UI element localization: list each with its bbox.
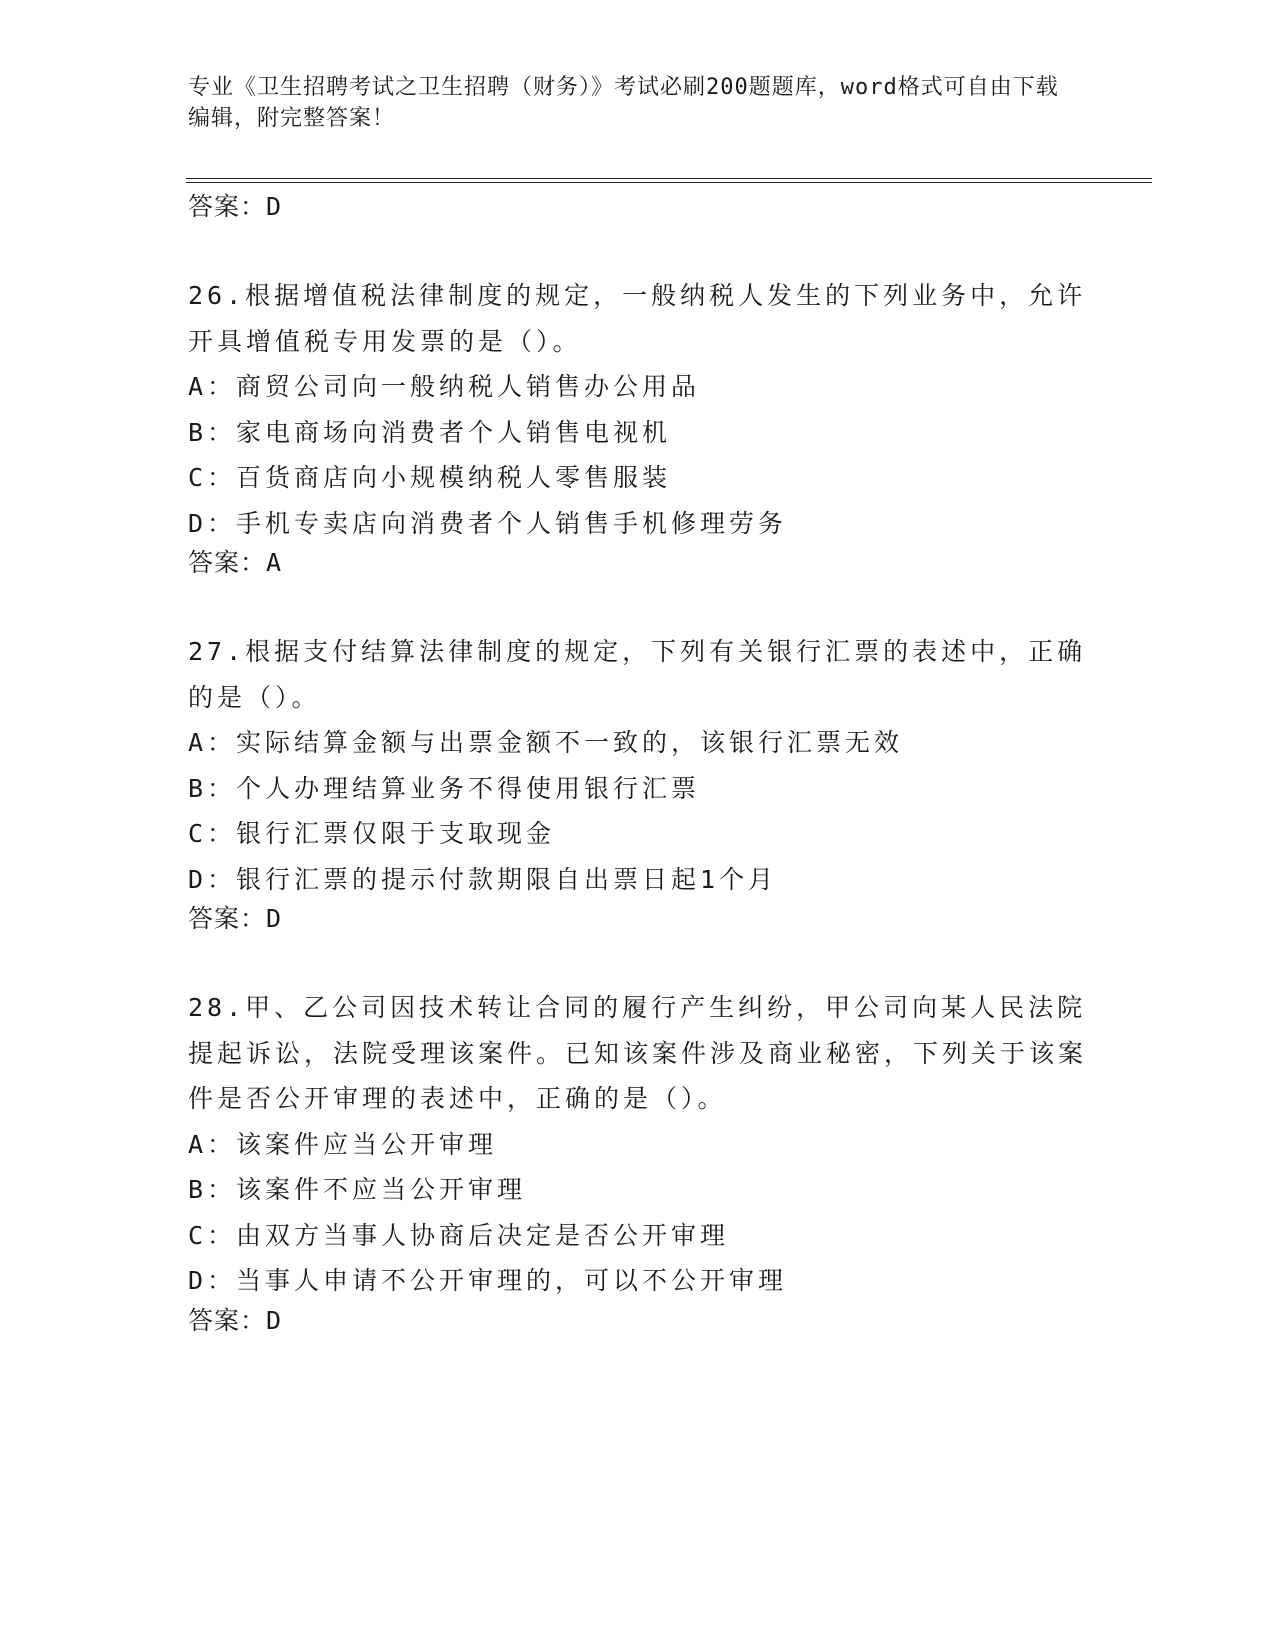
option-b: B：该案件不应当公开审理: [188, 1175, 527, 1204]
previous-answer: 答案：D: [188, 192, 283, 221]
option-c: C：百货商店向小规模纳税人零售服装: [188, 463, 672, 492]
option-d: D：当事人申请不公开审理的，可以不公开审理: [188, 1266, 788, 1295]
question-list: [188, 190, 1088, 1349]
question-stem: 27.根据支付结算法律制度的规定，下列有关银行汇票的表述中，正确的是（）。: [188, 637, 1087, 712]
option-c: C：银行汇票仅限于支取现金: [188, 819, 556, 848]
option-a: A：实际结算金额与出票金额不一致的，该银行汇票无效: [188, 728, 904, 757]
option-d: D：银行汇票的提示付款期限自出票日起1个月: [188, 864, 778, 894]
header-divider-top: [186, 178, 1152, 179]
question-27: [188, 629, 1088, 947]
question-28: [188, 985, 1088, 1349]
question-26: [188, 273, 1088, 591]
header-divider-bottom: [186, 182, 1152, 183]
option-d: D：手机专卖店向消费者个人销售手机修理劳务: [188, 508, 788, 538]
option-c: C：由双方当事人协商后决定是否公开审理: [188, 1220, 730, 1250]
question-stem: 28.甲、乙公司因技术转让合同的履行产生纠纷，甲公司向某人民法院提起诉讼，法院受理该案件。已知该案件涉及商业秘密，下列关于该案件是否公开审理的表述中，正确的是（）。: [188, 993, 1088, 1113]
answer: 答案：D: [188, 1305, 283, 1335]
option-b: B：家电商场向消费者个人销售电视机: [188, 417, 672, 447]
option-a: A：该案件应当公开审理: [188, 1129, 498, 1159]
option-b: B：个人办理结算业务不得使用银行汇票: [188, 773, 701, 803]
answer: 答案：A: [188, 548, 283, 577]
option-a: A：商贸公司向一般纳税人销售办公用品: [188, 372, 701, 401]
answer: 答案：D: [188, 904, 283, 933]
document-header: 专业《卫生招聘考试之卫生招聘（财务）》考试必刷200题题库，word格式可自由下载编辑，附完整答案！: [188, 75, 1059, 131]
question-stem: 26.根据增值税法律制度的规定，一般纳税人发生的下列业务中，允许开具增值税专用发票的是（）。: [188, 281, 1087, 356]
